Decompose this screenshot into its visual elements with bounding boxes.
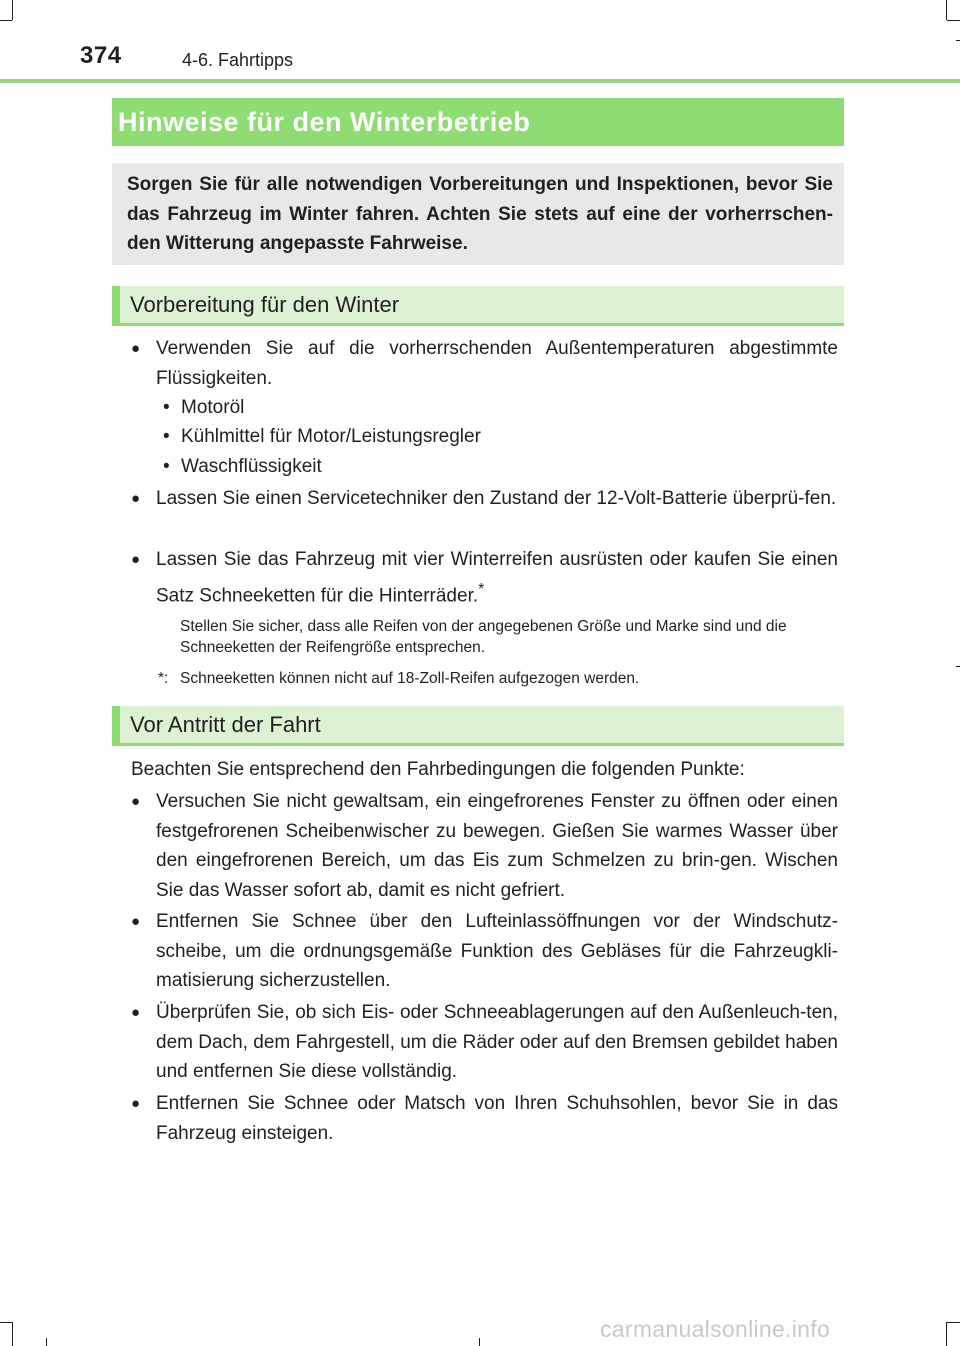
- crop-mark: [946, 1322, 947, 1346]
- heading-accent: [112, 286, 120, 323]
- sub-item: Motoröl: [181, 397, 245, 418]
- header-rule: [0, 79, 960, 83]
- crop-mark: [956, 666, 960, 667]
- bullet-text: Verwenden Sie auf die vorherrschenden Außentemperaturen abgestimmte Flüssigkeiten.: [156, 338, 838, 389]
- black-circle-icon: ●: [131, 913, 141, 930]
- crop-mark: [947, 1322, 960, 1323]
- page-title: Hinweise für den Winterbetrieb: [118, 107, 531, 137]
- sub-item: Waschflüssigkeit: [181, 456, 322, 477]
- black-circle-icon: ●: [131, 1095, 141, 1112]
- watermark-logo: carmanualsonline.info: [600, 1316, 831, 1342]
- bullet-text: Überprüfen Sie, ob sich Eis- oder Schneeablagerungen auf den Außenleuch-ten, dem Dach, dem Fahrgestell, um die Räder oder auf den Bremsen gebildet haben und entfernen Sie diese vollständig.: [156, 1002, 838, 1082]
- crop-mark: [479, 1338, 480, 1346]
- page-number: 374: [80, 42, 122, 69]
- section-label: 4-6. Fahrtipps: [182, 50, 294, 70]
- bullet-text: Entfernen Sie Schnee oder Matsch von Ihren Schuhsohlen, bevor Sie in das Fahrzeug einsteigen.: [156, 1093, 838, 1144]
- bullet-text: Lassen Sie einen Servicetechniker den Zustand der 12-Volt-Batterie überprü-fen.: [156, 488, 837, 509]
- crop-mark: [12, 1322, 13, 1346]
- section-heading-winter-prep: [112, 286, 844, 326]
- black-circle-icon: ●: [131, 490, 141, 507]
- footnote-text: Schneeketten können nicht auf 18-Zoll-Reifen aufgezogen werden.: [180, 670, 640, 687]
- section-heading-label: Vor Antritt der Fahrt: [130, 712, 321, 737]
- black-circle-icon: ●: [131, 340, 141, 357]
- bullet-text: Versuchen Sie nicht gewaltsam, ein eingefrorenes Fenster zu öffnen oder einen festgefrorenen Scheibenwischer zu bewegen. Gießen Sie warmes Wasser über den eingefrorenen Bereich, um das Eis zum Schmelzen zu brin-gen. Wischen Sie das Wasser sofort ab, damit es nicht gefriert.: [156, 791, 838, 901]
- middle-dot-icon: •: [163, 397, 170, 418]
- asterisk-mark: *: [478, 580, 485, 598]
- section-heading-label: Vorbereitung für den Winter: [130, 292, 400, 317]
- crop-mark: [46, 1338, 47, 1346]
- black-circle-icon: ●: [131, 1004, 141, 1021]
- section-heading-before-driving: [112, 706, 844, 746]
- middle-dot-icon: •: [163, 426, 170, 447]
- black-circle-icon: ●: [131, 793, 141, 810]
- lead-text: Beachten Sie entsprechend den Fahrbedingungen die folgenden Punkte:: [131, 759, 745, 780]
- bullet-text: Entfernen Sie Schnee über den Lufteinlassöffnungen vor der Windschutz-scheibe, um die ordnungsgemäße Funktion des Gebläses für die Fahrzeugkli-matisierung sicherzustellen.: [156, 911, 838, 991]
- footnote-mark: *:: [158, 670, 169, 687]
- bullet-text-body: Lassen Sie das Fahrzeug mit vier Winterreifen ausrüsten oder kaufen Sie einen Satz Schneeketten für die Hinterräder.: [156, 549, 838, 606]
- heading-accent: [112, 706, 120, 743]
- intro-text: Sorgen Sie für alle notwendigen Vorbereitungen und Inspektionen, bevor Sie das Fahrzeug im Winter fahren. Achten Sie stets auf eine der vorherrschen-den Witterung angepasste Fahrweise.: [127, 174, 833, 254]
- note-text: Stellen Sie sicher, dass alle Reifen von der angegebenen Größe und Marke sind und die Schneeketten der Reifengröße entsprechen.: [180, 618, 787, 656]
- sub-item: Kühlmittel für Motor/Leistungsregler: [181, 426, 481, 447]
- crop-mark: [0, 1322, 12, 1323]
- black-circle-icon: ●: [131, 551, 141, 568]
- bullet-text: [156, 545, 838, 610]
- middle-dot-icon: •: [163, 456, 170, 477]
- page-header: [0, 0, 960, 82]
